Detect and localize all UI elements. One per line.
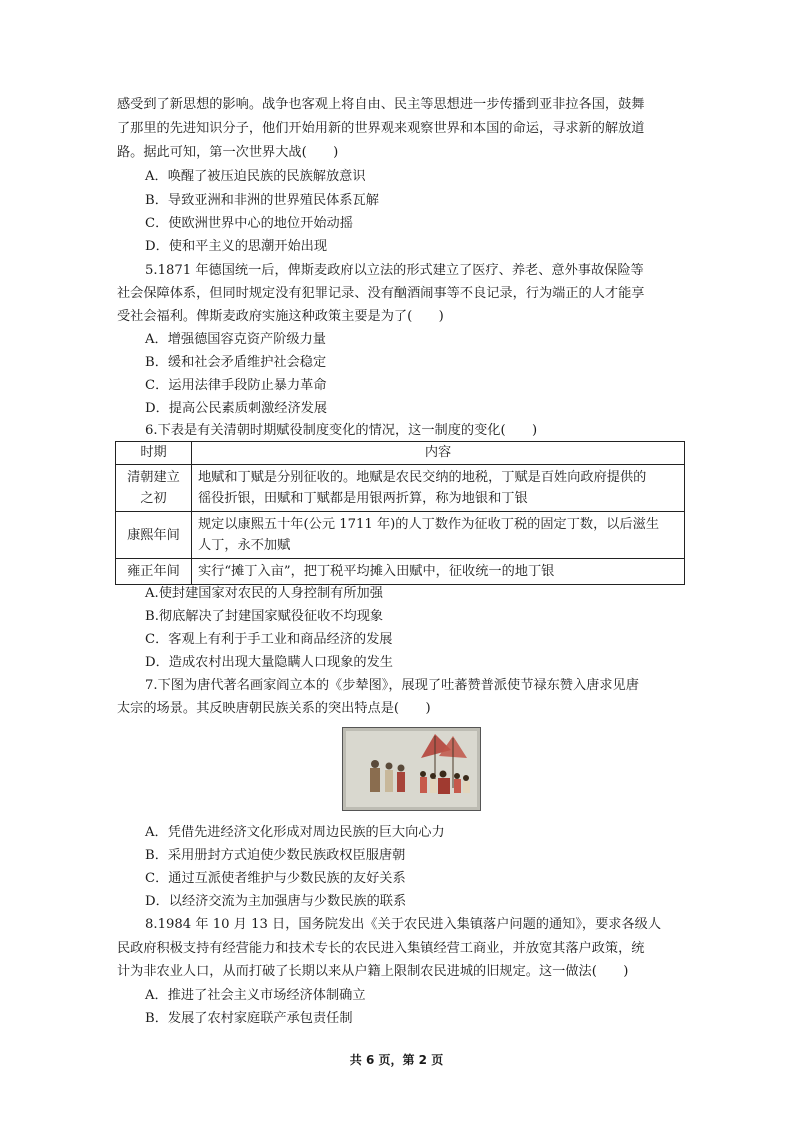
content-line: 人丁，永不加赋 (198, 538, 291, 553)
q6-option-c: C．客观上有利于手工业和商品经济的发展 (145, 632, 393, 647)
q7-option-b: B．采用册封方式迫使少数民族政权臣服唐朝 (145, 848, 406, 863)
tax-reform-table (115, 441, 685, 585)
content-line: 徭役折银，田赋和丁赋都是用银两折算，称为地银和丁银 (198, 491, 528, 506)
q8-text-line2: 民政府积极支持有经营能力和技术专长的农民进入集镇经营工商业，并放宽其落户政策，统 (117, 941, 645, 956)
period-line: 康熙年间 (127, 527, 180, 543)
q5-option-d: D．提高公民素质刺激经济发展 (145, 401, 328, 416)
content-line: 地赋和丁赋是分别征收的。地赋是农民交纳的地税，丁赋是百姓向政府提供的 (198, 470, 647, 485)
q8-text-line3: 计为非农业人口，从而打破了长期以来从户籍上限制农民进城的旧规定。这一做法( ) (117, 964, 629, 979)
q5-text-line1: 5.1871 年德国统一后，俾斯麦政府以立法的形式建立了医疗、养老、意外事故保险等 (145, 263, 644, 278)
bunian-tu-painting-icon (343, 728, 480, 810)
q4-option-d: D．使和平主义的思潮开始出现 (145, 239, 328, 254)
period-line: 雍正年间 (127, 564, 180, 579)
q4-option-c: C．使欧洲世界中心的地位开始动摇 (145, 216, 353, 231)
page-footer: 共 6 页，第 2 页 (349, 1053, 444, 1067)
q5-text-line2: 社会保障体系，但同时规定没有犯罪记录、没有酗酒闹事等不良记录，行为端正的人才能享 (117, 286, 645, 301)
table-header-content: 内容 (192, 442, 685, 465)
painting-image (342, 727, 481, 811)
table-row (116, 465, 685, 512)
q5-option-b: B．缓和社会矛盾维护社会稳定 (145, 355, 327, 370)
q7-text-line1: 7.下图为唐代著名画家阎立本的《步辇图》，展现了吐蕃赞普派使节禄东赞入唐求见唐 (145, 678, 639, 693)
content-line: 实行“摊丁入亩”，把丁税平均摊入田赋中，征收统一的地丁银 (198, 564, 555, 579)
table-row (116, 559, 685, 585)
q6-option-a: A.使封建国家对农民的人身控制有所加强 (145, 586, 383, 601)
q8-text-line1: 8.1984 年 10 月 13 日，国务院发出《关于农民进入集镇落户问题的通知》，要求各级人 (145, 917, 662, 932)
q7-text-line2: 太宗的场景。其反映唐朝民族关系的突出特点是( ) (117, 701, 431, 716)
table-header-period: 时期 (116, 442, 192, 465)
q6-option-b: B.彻底解决了封建国家赋役征收不均现象 (145, 609, 384, 624)
table-row (116, 512, 685, 559)
q6-option-d: D．造成农村出现大量隐瞒人口现象的发生 (145, 655, 393, 670)
period-line: 清朝建立 (127, 470, 180, 485)
table-header-row (116, 442, 685, 465)
table-cell-period (116, 559, 192, 585)
q7-option-d: D．以经济交流为主加强唐与少数民族的联系 (145, 894, 407, 909)
q4-text-line1: 感受到了新思想的影响。战争也客观上将自由、民主等思想进一步传播到亚非拉各国，鼓舞 (117, 97, 645, 112)
q5-option-c: C．运用法律手段防止暴力革命 (145, 378, 327, 393)
table-cell-period (116, 512, 192, 559)
q4-text-line2: 了那里的先进知识分子，他们开始用新的世界观来观察世界和本国的命运，寻求新的解放道 (117, 121, 645, 136)
q8-option-a: A．推进了社会主义市场经济体制确立 (145, 988, 366, 1003)
q8-option-b: B．发展了农村家庭联产承包责任制 (145, 1011, 353, 1026)
q5-option-a: A．增强德国容克资产阶级力量 (145, 332, 326, 347)
q7-option-a: A．凭借先进经济文化形成对周边民族的巨大向心力 (145, 825, 445, 840)
period-line: 之初 (140, 491, 167, 506)
q4-option-a: A．唤醒了被压迫民族的民族解放意识 (145, 169, 366, 184)
table-cell-content (192, 559, 685, 585)
q6-stem: 6.下表是有关清朝时期赋役制度变化的情况，这一制度的变化( ) (145, 423, 538, 438)
q4-text-line3: 路。据此可知，第一次世界大战( ) (117, 145, 339, 160)
q7-option-c: C．通过互派使者维护与少数民族的友好关系 (145, 871, 406, 886)
q5-text-line3: 受社会福利。俾斯麦政府实施这种政策主要是为了( ) (117, 309, 444, 324)
content-line: 规定以康熙五十年(公元 1711 年)的人丁数作为征收丁税的固定丁数，以后滋生 (198, 517, 660, 532)
table-cell-content (192, 512, 685, 559)
table-cell-period (116, 465, 192, 512)
q4-option-b: B．导致亚洲和非洲的世界殖民体系瓦解 (145, 193, 379, 208)
table-cell-content (192, 465, 685, 512)
